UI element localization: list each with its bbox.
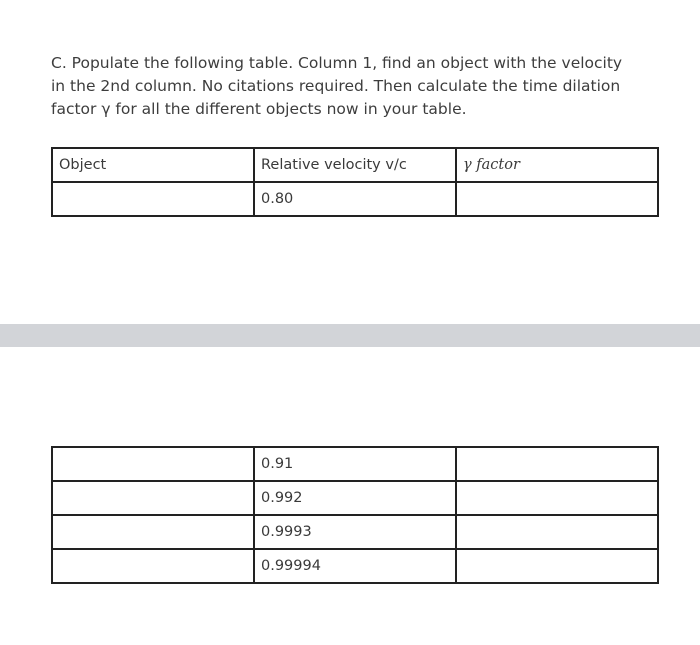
instructions-text	[51, 52, 671, 121]
header-object: Object	[52, 148, 254, 182]
table-row	[52, 549, 658, 583]
table-header-row	[52, 148, 658, 182]
instructions-line-2: in the 2nd column. No citations required. Then calculate the time dilation	[51, 77, 621, 95]
cell-gamma[interactable]	[456, 481, 658, 515]
document-page-bottom	[0, 347, 700, 645]
header-relative-velocity: Relative velocity v/c	[254, 148, 456, 182]
cell-velocity: 0.992	[254, 481, 456, 515]
cell-velocity: 0.9993	[254, 515, 456, 549]
instructions-line-3: factor γ for all the different objects now in your table.	[51, 100, 467, 118]
cell-gamma[interactable]	[456, 182, 658, 216]
cell-object[interactable]	[52, 182, 254, 216]
velocity-table-top	[51, 147, 659, 217]
table-row	[52, 481, 658, 515]
cell-velocity: 0.99994	[254, 549, 456, 583]
instructions-line-1: C. Populate the following table. Column 1, find an object with the velocity	[51, 54, 623, 72]
cell-velocity: 0.91	[254, 447, 456, 481]
cell-object[interactable]	[52, 515, 254, 549]
cell-object[interactable]	[52, 549, 254, 583]
page-separator	[0, 324, 700, 347]
header-gamma-factor: γ factor	[456, 148, 658, 182]
cell-gamma[interactable]	[456, 549, 658, 583]
cell-velocity: 0.80	[254, 182, 456, 216]
cell-object[interactable]	[52, 481, 254, 515]
table-row	[52, 447, 658, 481]
velocity-table-bottom	[51, 446, 659, 584]
cell-gamma[interactable]	[456, 515, 658, 549]
cell-object[interactable]	[52, 447, 254, 481]
cell-gamma[interactable]	[456, 447, 658, 481]
table-row	[52, 182, 658, 216]
table-row	[52, 515, 658, 549]
